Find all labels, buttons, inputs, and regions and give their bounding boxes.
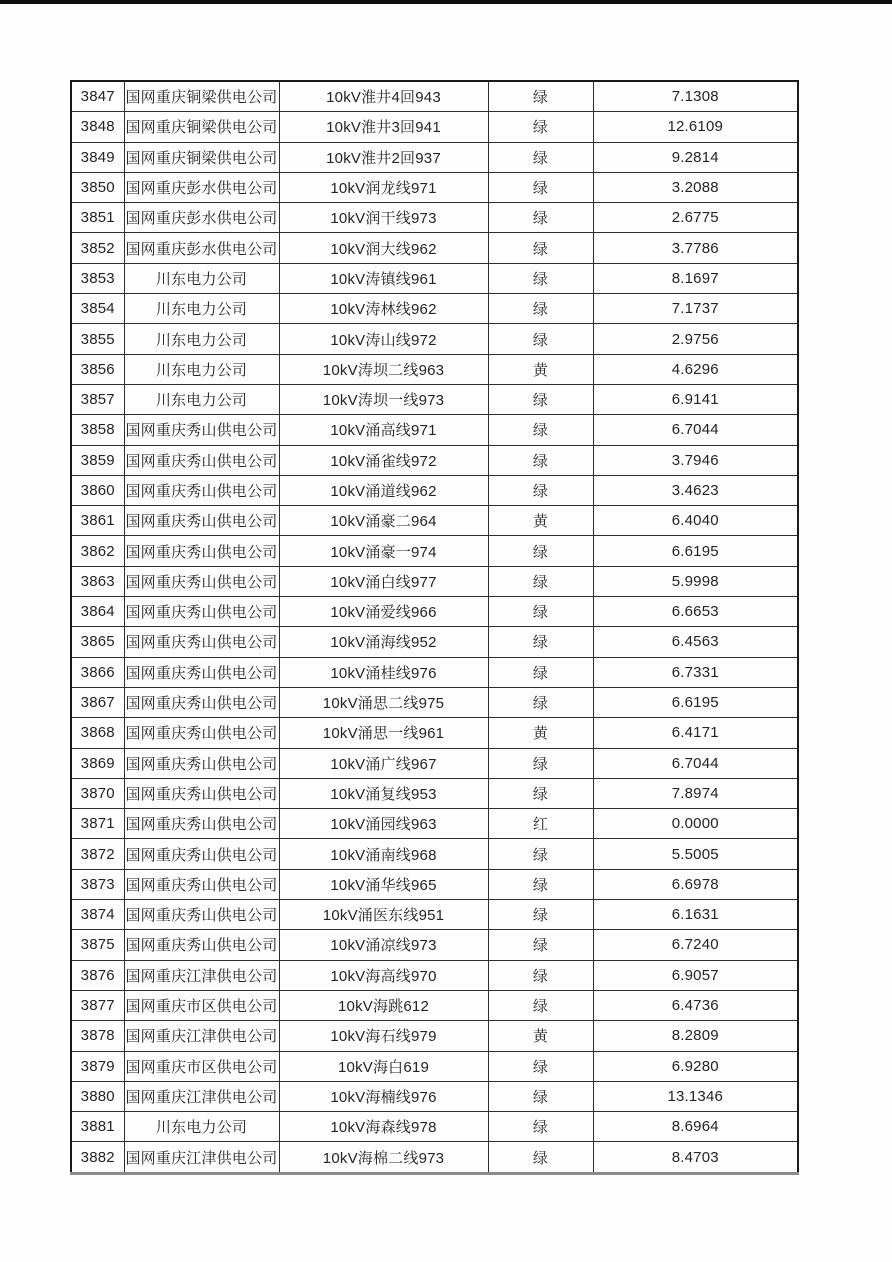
status-cell: 绿 [488,475,593,505]
company-cell: 国网重庆市区供电公司 [124,990,279,1020]
company-cell: 国网重庆江津供电公司 [124,960,279,990]
company-cell: 川东电力公司 [124,294,279,324]
value-cell: 3.4623 [593,475,798,505]
company-cell: 国网重庆彭水供电公司 [124,203,279,233]
value-cell: 5.9998 [593,566,798,596]
status-cell: 红 [488,809,593,839]
value-cell: 13.1346 [593,1081,798,1111]
row-number-cell: 3881 [71,1112,124,1142]
value-cell: 6.6195 [593,536,798,566]
company-cell: 国网重庆秀山供电公司 [124,687,279,717]
value-cell: 6.4171 [593,718,798,748]
line-name-cell: 10kV涌道线962 [279,475,488,505]
status-cell: 绿 [488,294,593,324]
line-name-cell: 10kV淮井3回941 [279,112,488,142]
line-name-cell: 10kV涌思二线975 [279,687,488,717]
row-number-cell: 3850 [71,172,124,202]
row-number-cell: 3851 [71,203,124,233]
line-name-cell: 10kV涌高线971 [279,415,488,445]
line-name-cell: 10kV涌爱线966 [279,597,488,627]
company-cell: 国网重庆铜梁供电公司 [124,81,279,112]
table-row [71,687,798,717]
company-cell: 国网重庆市区供电公司 [124,1051,279,1081]
status-cell: 绿 [488,900,593,930]
status-cell: 绿 [488,1142,593,1173]
table-row [71,475,798,505]
row-number-cell: 3876 [71,960,124,990]
company-cell: 川东电力公司 [124,384,279,414]
row-number-cell: 3856 [71,354,124,384]
value-cell: 8.6964 [593,1112,798,1142]
row-number-cell: 3853 [71,263,124,293]
line-name-cell: 10kV海石线979 [279,1021,488,1051]
line-name-cell: 10kV涛坝一线973 [279,384,488,414]
line-name-cell: 10kV涌海线952 [279,627,488,657]
table-row [71,748,798,778]
line-name-cell: 10kV淮井4回943 [279,81,488,112]
row-number-cell: 3871 [71,809,124,839]
line-name-cell: 10kV润大线962 [279,233,488,263]
value-cell: 7.1308 [593,81,798,112]
value-cell: 6.6653 [593,597,798,627]
table-row [71,172,798,202]
row-number-cell: 3861 [71,506,124,536]
row-number-cell: 3875 [71,930,124,960]
row-number-cell: 3862 [71,536,124,566]
table-row [71,354,798,384]
row-number-cell: 3864 [71,597,124,627]
value-cell: 4.6296 [593,354,798,384]
status-cell: 绿 [488,415,593,445]
row-number-cell: 3874 [71,900,124,930]
table-row [71,294,798,324]
line-name-cell: 10kV涌豪二964 [279,506,488,536]
value-cell: 6.7044 [593,415,798,445]
value-cell: 2.6775 [593,203,798,233]
value-cell: 8.2809 [593,1021,798,1051]
value-cell: 6.4563 [593,627,798,657]
table-body [71,81,798,1173]
status-cell: 绿 [488,930,593,960]
table-row [71,445,798,475]
table-row [71,657,798,687]
company-cell: 国网重庆秀山供电公司 [124,657,279,687]
status-cell: 绿 [488,748,593,778]
value-cell: 6.4040 [593,506,798,536]
value-cell: 6.6195 [593,687,798,717]
line-name-cell: 10kV涌凉线973 [279,930,488,960]
company-cell: 国网重庆铜梁供电公司 [124,112,279,142]
line-name-cell: 10kV涛山线972 [279,324,488,354]
table-row [71,990,798,1020]
table-row [71,869,798,899]
table-row [71,384,798,414]
row-number-cell: 3878 [71,1021,124,1051]
line-name-cell: 10kV海高线970 [279,960,488,990]
row-number-cell: 3867 [71,687,124,717]
line-name-cell: 10kV涌广线967 [279,748,488,778]
value-cell: 6.9280 [593,1051,798,1081]
table-row [71,809,798,839]
company-cell: 国网重庆秀山供电公司 [124,506,279,536]
row-number-cell: 3863 [71,566,124,596]
line-name-cell: 10kV涌医东线951 [279,900,488,930]
table-row [71,112,798,142]
line-name-cell: 10kV海棉二线973 [279,1142,488,1173]
status-cell: 绿 [488,657,593,687]
status-cell: 绿 [488,536,593,566]
status-cell: 绿 [488,172,593,202]
status-cell: 绿 [488,1112,593,1142]
top-bar [0,0,892,4]
company-cell: 川东电力公司 [124,1112,279,1142]
line-name-cell: 10kV涌白线977 [279,566,488,596]
company-cell: 国网重庆秀山供电公司 [124,839,279,869]
company-cell: 国网重庆秀山供电公司 [124,627,279,657]
value-cell: 6.1631 [593,900,798,930]
company-cell: 国网重庆江津供电公司 [124,1081,279,1111]
table-row [71,142,798,172]
row-number-cell: 3847 [71,81,124,112]
row-number-cell: 3865 [71,627,124,657]
row-number-cell: 3873 [71,869,124,899]
table-row [71,627,798,657]
table-row [71,1051,798,1081]
status-cell: 绿 [488,203,593,233]
table-row [71,415,798,445]
line-name-cell: 10kV涌复线953 [279,778,488,808]
row-number-cell: 3857 [71,384,124,414]
line-name-cell: 10kV涛坝二线963 [279,354,488,384]
company-cell: 国网重庆秀山供电公司 [124,445,279,475]
status-cell: 绿 [488,869,593,899]
company-cell: 国网重庆秀山供电公司 [124,930,279,960]
company-cell: 国网重庆秀山供电公司 [124,778,279,808]
row-number-cell: 3849 [71,142,124,172]
company-cell: 川东电力公司 [124,263,279,293]
value-cell: 5.5005 [593,839,798,869]
line-name-cell: 10kV海楠线976 [279,1081,488,1111]
line-name-cell: 10kV涌园线963 [279,809,488,839]
value-cell: 0.0000 [593,809,798,839]
line-name-cell: 10kV涌华线965 [279,869,488,899]
status-cell: 绿 [488,1051,593,1081]
value-cell: 8.4703 [593,1142,798,1173]
line-name-cell: 10kV海跳612 [279,990,488,1020]
table-row [71,263,798,293]
table-row [71,1081,798,1111]
row-number-cell: 3858 [71,415,124,445]
line-name-cell: 10kV海白619 [279,1051,488,1081]
value-cell: 12.6109 [593,112,798,142]
status-cell: 绿 [488,445,593,475]
status-cell: 绿 [488,324,593,354]
line-name-cell: 10kV海森线978 [279,1112,488,1142]
table-row [71,506,798,536]
row-number-cell: 3879 [71,1051,124,1081]
table-row [71,203,798,233]
line-name-cell: 10kV涛林线962 [279,294,488,324]
company-cell: 国网重庆秀山供电公司 [124,748,279,778]
value-cell: 2.9756 [593,324,798,354]
table-row [71,1112,798,1142]
row-number-cell: 3852 [71,233,124,263]
company-cell: 川东电力公司 [124,354,279,384]
status-cell: 绿 [488,839,593,869]
status-cell: 黄 [488,506,593,536]
status-cell: 绿 [488,384,593,414]
table-row [71,536,798,566]
company-cell: 国网重庆彭水供电公司 [124,172,279,202]
status-cell: 绿 [488,263,593,293]
company-cell: 国网重庆秀山供电公司 [124,566,279,596]
company-cell: 国网重庆彭水供电公司 [124,233,279,263]
value-cell: 3.7786 [593,233,798,263]
value-cell: 3.7946 [593,445,798,475]
line-name-cell: 10kV涌思一线961 [279,718,488,748]
table-row [71,718,798,748]
table-row [71,1142,798,1173]
table-row [71,930,798,960]
row-number-cell: 3870 [71,778,124,808]
row-number-cell: 3855 [71,324,124,354]
table-row [71,81,798,112]
data-table [70,80,799,1175]
row-number-cell: 3880 [71,1081,124,1111]
table-row [71,324,798,354]
company-cell: 国网重庆秀山供电公司 [124,869,279,899]
status-cell: 绿 [488,1081,593,1111]
table-row [71,778,798,808]
status-cell: 绿 [488,112,593,142]
company-cell: 国网重庆铜梁供电公司 [124,142,279,172]
row-number-cell: 3860 [71,475,124,505]
line-name-cell: 10kV润龙线971 [279,172,488,202]
table-row [71,839,798,869]
value-cell: 6.6978 [593,869,798,899]
company-cell: 国网重庆秀山供电公司 [124,536,279,566]
company-cell: 国网重庆秀山供电公司 [124,900,279,930]
table-row [71,597,798,627]
status-cell: 绿 [488,142,593,172]
row-number-cell: 3872 [71,839,124,869]
status-cell: 黄 [488,718,593,748]
status-cell: 绿 [488,81,593,112]
status-cell: 黄 [488,1021,593,1051]
row-number-cell: 3868 [71,718,124,748]
company-cell: 国网重庆秀山供电公司 [124,809,279,839]
table-row [71,1021,798,1051]
row-number-cell: 3854 [71,294,124,324]
status-cell: 黄 [488,354,593,384]
row-number-cell: 3882 [71,1142,124,1173]
row-number-cell: 3866 [71,657,124,687]
company-cell: 川东电力公司 [124,324,279,354]
line-name-cell: 10kV淮井2回937 [279,142,488,172]
table-row [71,960,798,990]
value-cell: 6.7044 [593,748,798,778]
line-name-cell: 10kV涌雀线972 [279,445,488,475]
company-cell: 国网重庆秀山供电公司 [124,718,279,748]
value-cell: 7.1737 [593,294,798,324]
table-row [71,233,798,263]
value-cell: 6.9057 [593,960,798,990]
value-cell: 6.9141 [593,384,798,414]
company-cell: 国网重庆秀山供电公司 [124,475,279,505]
row-number-cell: 3877 [71,990,124,1020]
value-cell: 6.7240 [593,930,798,960]
value-cell: 8.1697 [593,263,798,293]
table-row [71,900,798,930]
value-cell: 6.7331 [593,657,798,687]
line-name-cell: 10kV润干线973 [279,203,488,233]
company-cell: 国网重庆江津供电公司 [124,1021,279,1051]
company-cell: 国网重庆江津供电公司 [124,1142,279,1173]
line-name-cell: 10kV涌豪一974 [279,536,488,566]
status-cell: 绿 [488,597,593,627]
line-name-cell: 10kV涌桂线976 [279,657,488,687]
status-cell: 绿 [488,960,593,990]
value-cell: 7.8974 [593,778,798,808]
company-cell: 国网重庆秀山供电公司 [124,597,279,627]
status-cell: 绿 [488,566,593,596]
status-cell: 绿 [488,778,593,808]
row-number-cell: 3848 [71,112,124,142]
value-cell: 9.2814 [593,142,798,172]
line-name-cell: 10kV涌南线968 [279,839,488,869]
status-cell: 绿 [488,233,593,263]
row-number-cell: 3869 [71,748,124,778]
status-cell: 绿 [488,990,593,1020]
value-cell: 3.2088 [593,172,798,202]
table-row [71,566,798,596]
row-number-cell: 3859 [71,445,124,475]
company-cell: 国网重庆秀山供电公司 [124,415,279,445]
status-cell: 绿 [488,687,593,717]
document-sheet [70,80,797,1175]
line-name-cell: 10kV涛镇线961 [279,263,488,293]
value-cell: 6.4736 [593,990,798,1020]
status-cell: 绿 [488,627,593,657]
